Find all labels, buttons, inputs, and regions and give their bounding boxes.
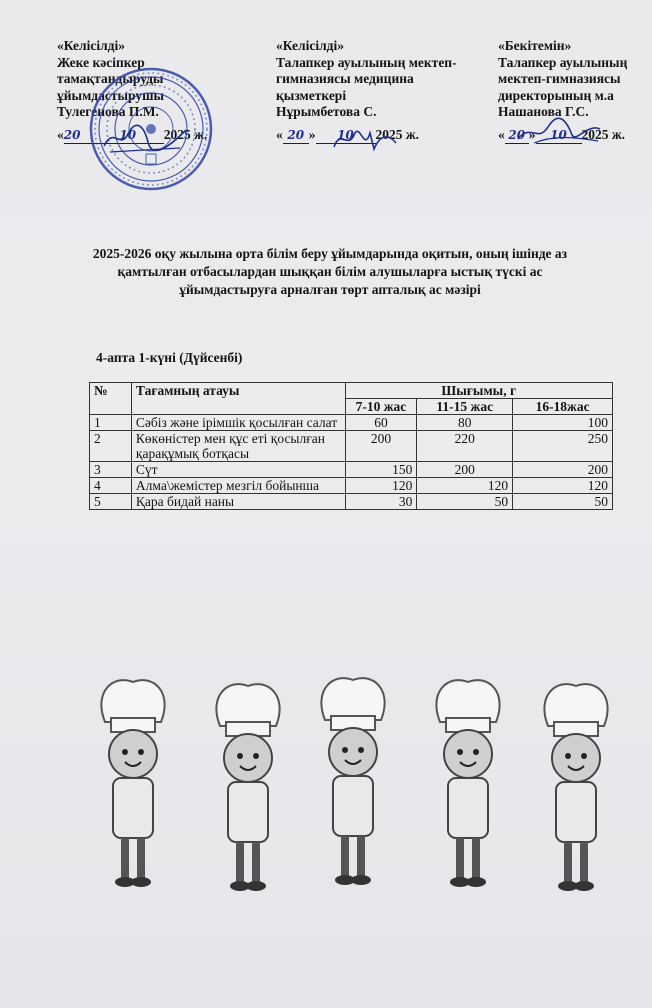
table-row: 4 Алма\жемістер мезгіл бойынша 120 120 120 — [90, 478, 613, 494]
date-year: 2025 ж. — [581, 126, 626, 142]
document-title: 2025-2026 оқу жылына орта білім беру ұйымдарында оқитын, оның ішінде аз қамтылған отбасылардан шыққан білім алушыларға ыстық түскі ас ұйымдастыруға арналған төрт апталық ас мәзірі — [92, 246, 568, 297]
table-row: 3 Сүт 150 200 200 — [90, 462, 613, 478]
age-group-header: 7-10 жас — [345, 399, 417, 415]
date-day: 20 — [64, 127, 92, 145]
block-label: «Келісілді» — [276, 38, 344, 53]
block-line: гимназиясы медицина — [276, 71, 414, 86]
week-day-label: 4-апта 1-күні (Дүйсенбі) — [96, 350, 243, 365]
table-row: 2 Көкөністер мен құс еті қосылған қарақұмық ботқасы 200 220 250 — [90, 431, 613, 462]
chef-kids-illustration-icon — [88, 672, 648, 912]
block-label: «Бекітемін» — [498, 38, 572, 53]
column-header-yield: Шығымы, г — [345, 383, 612, 399]
signature-icon — [100, 120, 190, 158]
date-line: «20 10 2025 ж. — [57, 127, 257, 145]
block-line: тамақтандыруды — [57, 71, 164, 86]
column-header-number: № — [90, 383, 132, 415]
table-header-row — [90, 383, 613, 399]
age-group-header: 11-15 жас — [417, 399, 513, 415]
signature-icon — [330, 125, 400, 155]
date-line: « 20 » 10 2025 ж. — [276, 127, 496, 145]
date-month: 10 — [316, 127, 376, 145]
block-line: Нашанова Г.С. — [498, 104, 589, 119]
block-line: Нұрымбетова С. — [276, 104, 377, 119]
block-line: директорының м.а — [498, 87, 614, 103]
block-line: Талапкер ауылының мектеп- — [276, 54, 457, 70]
date-year: 2025 ж. — [163, 126, 208, 142]
block-line: Талапкер ауылының — [498, 54, 628, 70]
block-label: «Келісілді» — [57, 38, 125, 53]
block-line: Жеке кәсіпкер — [57, 54, 145, 70]
column-header-dish: Тағамның атауы — [131, 383, 345, 415]
table-row: 5 Қара бидай наны 30 50 50 — [90, 494, 613, 510]
date-year: 2025 ж. — [375, 126, 420, 142]
menu-table — [89, 382, 613, 510]
table-row: 1 Сәбіз және ірімшік қосылған салат 60 80 100 — [90, 415, 613, 431]
age-group-header: 16-18жас — [513, 399, 613, 415]
block-line: қызметкері — [276, 87, 347, 103]
block-line: ұйымдастырушы — [57, 87, 165, 103]
signature-icon — [514, 115, 604, 150]
date-month: 10 — [536, 127, 582, 145]
date-day: 20 — [283, 127, 309, 145]
date-line: « 20 » 10 2025 ж. — [498, 127, 652, 145]
date-day: 20 — [505, 127, 529, 145]
block-line: Тулегенова П.М. — [57, 104, 159, 119]
block-line: мектеп-гимназиясы — [498, 71, 621, 86]
date-month: 10 — [92, 127, 164, 145]
